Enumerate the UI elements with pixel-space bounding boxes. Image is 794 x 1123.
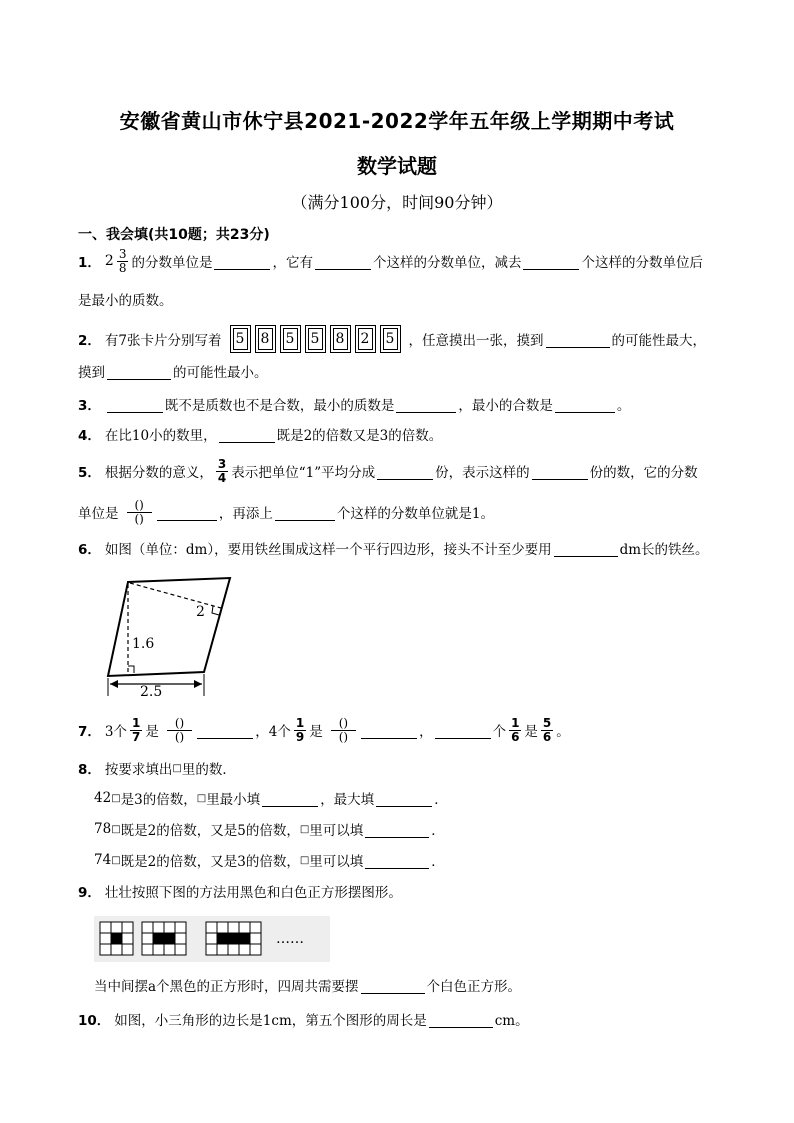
digit-card: 8: [330, 325, 351, 353]
answer-blank[interactable]: [107, 363, 171, 380]
fraction: $\frac{1}{6}$: [511, 715, 520, 744]
card-row: [230, 325, 401, 353]
answer-blank[interactable]: [523, 253, 579, 270]
question-3: 3． 既不是质数也不是合数，最小的质数是 ，最小的合数是 。: [78, 391, 630, 417]
question-5: 5． 根据分数的意义， $\frac{3}{4}$ 表示把单位“1”平均分成 份，表示这样的 份的数，它的分数: [78, 456, 698, 485]
digit-card: 5: [380, 325, 401, 353]
answer-blank[interactable]: [361, 977, 425, 994]
digit-card: 5: [305, 325, 326, 353]
answer-blank[interactable]: [429, 1011, 493, 1028]
mixed-whole: 2: [104, 253, 114, 269]
question-9: 9． 壮壮按照下图的方法用黑色和白色正方形摆图形。: [78, 885, 402, 901]
question-2-cont: 摸到 的可能性最小。: [78, 358, 268, 384]
answer-blank[interactable]: [396, 396, 456, 413]
question-5-cont: 单位是 $\frac{()}{()}$ ，再添上 个这样的分数单位就是1。: [78, 497, 494, 526]
answer-blank[interactable]: [361, 722, 417, 739]
digit-card: 5: [230, 325, 251, 353]
question-2: 2． 有7张卡片分别写着 5 8 5 5 8 2 5 ，任意摸出一张，摸到 的可能性最大，: [78, 324, 706, 354]
answer-blank[interactable]: [546, 331, 610, 348]
answer-blank[interactable]: [376, 790, 432, 807]
box-symbol: □: [172, 762, 182, 774]
answer-blank[interactable]: [532, 463, 588, 480]
answer-blank[interactable]: [275, 504, 335, 521]
answer-blank[interactable]: [365, 852, 429, 869]
question-9-cont: 当中间摆a个黑色的正方形时，四周共需要摆 个白色正方形。: [94, 972, 521, 998]
blank-fraction[interactable]: $\frac{()}{()}$: [167, 717, 192, 744]
question-number: 1．: [78, 255, 101, 271]
answer-blank[interactable]: [554, 540, 618, 557]
answer-blank[interactable]: [219, 426, 275, 443]
question-10: 10． 如图，小三角形的边长是1cm，第五个图形的周长是 cm。: [78, 1006, 529, 1032]
answer-blank[interactable]: [435, 722, 491, 739]
answer-blank[interactable]: [107, 396, 163, 413]
fraction: $\frac{1}{9}$: [295, 715, 305, 744]
mixed-fraction: $\frac{3}{8}$: [118, 246, 127, 275]
question-4: 4． 在比10小的数里， 既是2的倍数又是3的倍数。: [78, 421, 442, 447]
ellipsis: ……: [276, 931, 304, 947]
fraction: $\frac{3}{4}$: [217, 456, 227, 485]
question-8: 8． 按要求填出 □ 里的数．: [78, 762, 236, 778]
question-6: 6． 如图（单位：dm），要用铁丝围成这样一个平行四边形，接头不计至少要用 dm长的铁丝。: [78, 535, 709, 561]
section-title: 一、我会填(共10题；共23分): [78, 227, 270, 243]
question-8-row-3: 74 □ 既是2的倍数，又是3的倍数， □ 里可以填 ．: [94, 852, 445, 870]
height-label: 1.6: [132, 636, 155, 652]
base-label: 2.5: [140, 684, 163, 700]
question-7: 7． 3个 $\frac{1}{7}$ 是 $\frac{()}{()}$ ， 4个 $\frac{1}{9}$ 是 $\frac{()}{()}$ ， 个 $\frac{1}{6}$ 是 $\frac{5}{6}$ 。: [78, 715, 570, 744]
exam-title: 安徽省黄山市休宁县2021-2022学年五年级上学期期中考试: [119, 109, 675, 133]
exam-subject: 数学试题: [357, 154, 437, 178]
answer-blank[interactable]: [365, 821, 429, 838]
fraction: $\frac{5}{6}$: [542, 715, 552, 744]
blank-fraction[interactable]: $\frac{()}{()}$: [331, 717, 356, 744]
question-8-row-1: 42 □ 是3的倍数， □ 里最小填 ，最大填 ．: [94, 790, 448, 808]
answer-blank[interactable]: [555, 396, 615, 413]
exam-note: （满分100分，时间90分钟）: [291, 193, 503, 212]
answer-blank[interactable]: [262, 790, 318, 807]
question-8-row-2: 78 □ 既是2的倍数，又是5的倍数， □ 里可以填 ．: [94, 821, 445, 839]
question-1: 1． 2 $\frac{3}{8}$ 的分数单位是 ，它有 个这样的分数单位，减去 个这样的分数单位后: [78, 246, 703, 275]
answer-blank[interactable]: [197, 722, 253, 739]
answer-blank[interactable]: [214, 253, 270, 270]
digit-card: 2: [355, 325, 376, 353]
fraction: $\frac{1}{7}$: [132, 715, 141, 744]
side-label: 2: [196, 604, 205, 620]
answer-blank[interactable]: [315, 253, 371, 270]
parallelogram-figure: [100, 572, 240, 702]
digit-card: 5: [280, 325, 301, 353]
question-1-cont: 是最小的质数。: [78, 293, 173, 309]
digit-card: 8: [255, 325, 276, 353]
square-pattern-figure: [94, 916, 330, 962]
answer-blank[interactable]: [377, 463, 433, 480]
answer-blank[interactable]: [157, 504, 217, 521]
blank-fraction[interactable]: $\frac{()}{()}$: [127, 499, 152, 526]
